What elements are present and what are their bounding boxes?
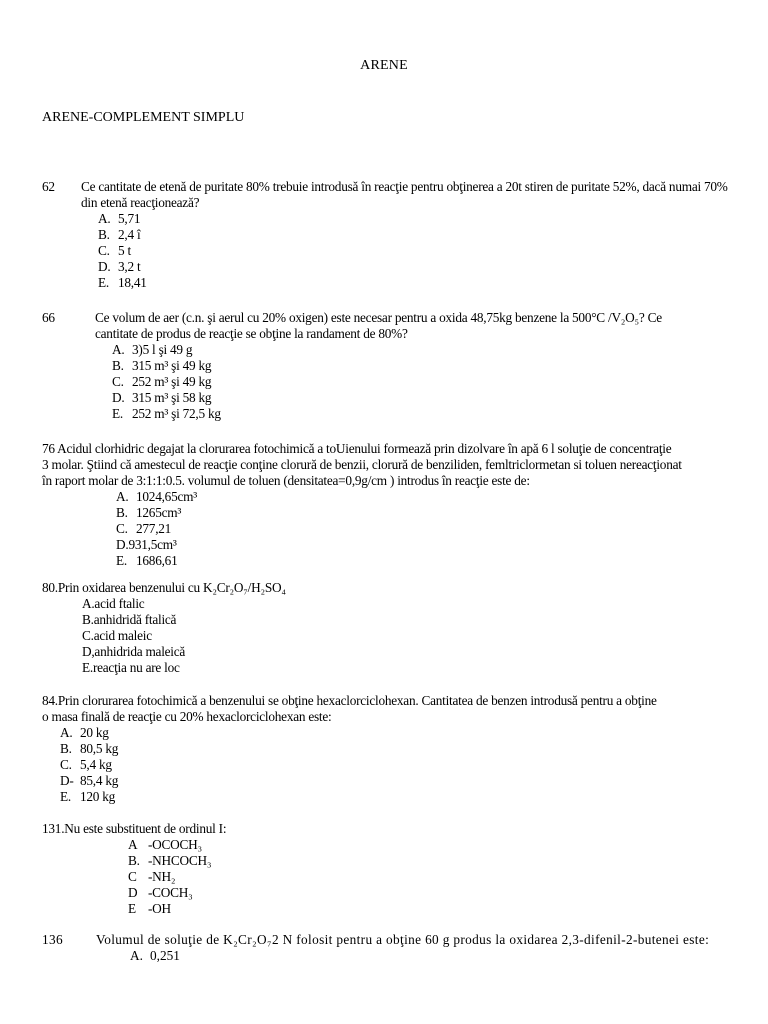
question-number: 136 (42, 932, 63, 947)
question-136-options (130, 948, 742, 964)
question-62-options (98, 211, 742, 291)
question-84-line-1: 84.Prin clorurarea fotochimică a benzenului se obţine hexaclorciclohexan. Cantitatea de benzen introdusă pentru a obţine (42, 693, 657, 708)
question-136 (42, 932, 742, 964)
question-80-stem: 80.Prin oxidarea benzenului cu K₂Cr₂O₇/H₂SO₄ (42, 580, 286, 595)
question-84-line-2: o masa finală de reacţie cu 20% hexaclorciclohexan este: (42, 709, 332, 724)
option-c: C. 5 t (98, 243, 131, 258)
option-c: C.acid maleic (82, 628, 152, 643)
option-d: D.931,5cm³ (116, 537, 177, 552)
option-a: A. 0,251 (130, 948, 180, 963)
option-c: C. 5,4 kg (60, 757, 112, 772)
option-b: B. 80,5 kg (60, 741, 119, 756)
question-66-options (112, 342, 742, 422)
question-76-line-2: 3 molar. Ştiind că amestecul de reacţie conţine clorură de benzii, clorură de benziliden, femltriclormetan si toluen nereacţionat (42, 457, 682, 472)
question-84 (42, 693, 742, 805)
option-a: A. 3)5 l şi 49 g (112, 342, 193, 357)
option-b: B. 315 m³ şi 49 kg (112, 358, 212, 373)
question-80-options (82, 596, 742, 676)
question-131-stem: 131.Nu este substituent de ordinul I: (42, 821, 227, 836)
option-c: C. 277,21 (116, 521, 172, 536)
question-text: Volumul de soluţie de K₂Cr₂O₇2 N folosit pentru a obţine 60 g produs la oxidarea 2,3-difenil-2-butenei este: (96, 932, 710, 947)
question-62-line-1 (42, 179, 742, 195)
option-a: A.acid ftalic (82, 596, 145, 611)
question-number: 66 (42, 310, 55, 325)
question-62-line-2: din etenă reacţionează? (81, 195, 200, 210)
option-a: A. 20 kg (60, 725, 109, 740)
question-number: 62 (42, 179, 55, 194)
option-b: B. -NHCOCH₃ (128, 853, 212, 868)
option-c: C. 252 m³ şi 49 kg (112, 374, 212, 389)
question-136-stem (42, 932, 742, 948)
question-62 (42, 179, 742, 291)
question-66-line-1 (42, 310, 742, 326)
option-b: B. 2,4 î (98, 227, 141, 242)
question-131 (42, 821, 742, 917)
question-66 (42, 310, 742, 422)
option-d: D. 315 m³ şi 58 kg (112, 390, 212, 405)
question-66-line-2: cantitate de produs de reacţie se obţine la randament de 80%? (95, 326, 408, 341)
option-e: E. 1686,61 (116, 553, 178, 568)
question-131-options (128, 837, 742, 917)
option-b: B. 1265cm³ (116, 505, 182, 520)
option-e: E. 18,41 (98, 275, 147, 290)
document-subtitle: ARENE-COMPLEMENT SIMPLU (42, 110, 245, 125)
question-text: Ce volum de aer (c.n. şi aerul cu 20% oxigen) este necesar pentru a oxida 48,75kg benzene la 500°C /V₂O₅? Ce (95, 310, 662, 325)
question-76-line-1: 76 Acidul clorhidric degajat la clorurarea fotochimică a toUienului formează prin dizolvare în apă 6 l soluţie de concentraţie (42, 441, 672, 456)
option-e: E.reacţia nu are loc (82, 660, 180, 675)
question-76-options (116, 489, 742, 569)
option-a: A -OCOCH₃ (128, 837, 202, 852)
option-d: D -COCH₃ (128, 885, 193, 900)
option-e: E -OH (128, 901, 171, 916)
question-80 (42, 580, 742, 676)
option-b: B.anhidridă ftalică (82, 612, 177, 627)
option-e: E. 252 m³ şi 72,5 kg (112, 406, 221, 421)
question-text: Ce cantitate de etenă de puritate 80% trebuie introdusă în reacţie pentru obţinerea a 20t stiren de puritate 52%, dacă numai 70% (81, 179, 728, 194)
question-76 (42, 441, 742, 569)
option-e: E. 120 kg (60, 789, 116, 804)
option-d: D- 85,4 kg (60, 773, 119, 788)
document-title: ARENE (360, 58, 408, 73)
option-a: A. 5,71 (98, 211, 141, 226)
option-d: D. 3,2 t (98, 259, 141, 274)
option-a: A. 1024,65cm³ (116, 489, 197, 504)
question-84-options (60, 725, 742, 805)
option-c: C -NH₂ (128, 869, 176, 884)
question-76-line-3: în raport molar de 3:1:1:0.5. volumul de toluen (densitatea=0,9g/cm ) introdus în reacţie este de: (42, 473, 530, 488)
option-d: D,anhidrida maleică (82, 644, 186, 659)
